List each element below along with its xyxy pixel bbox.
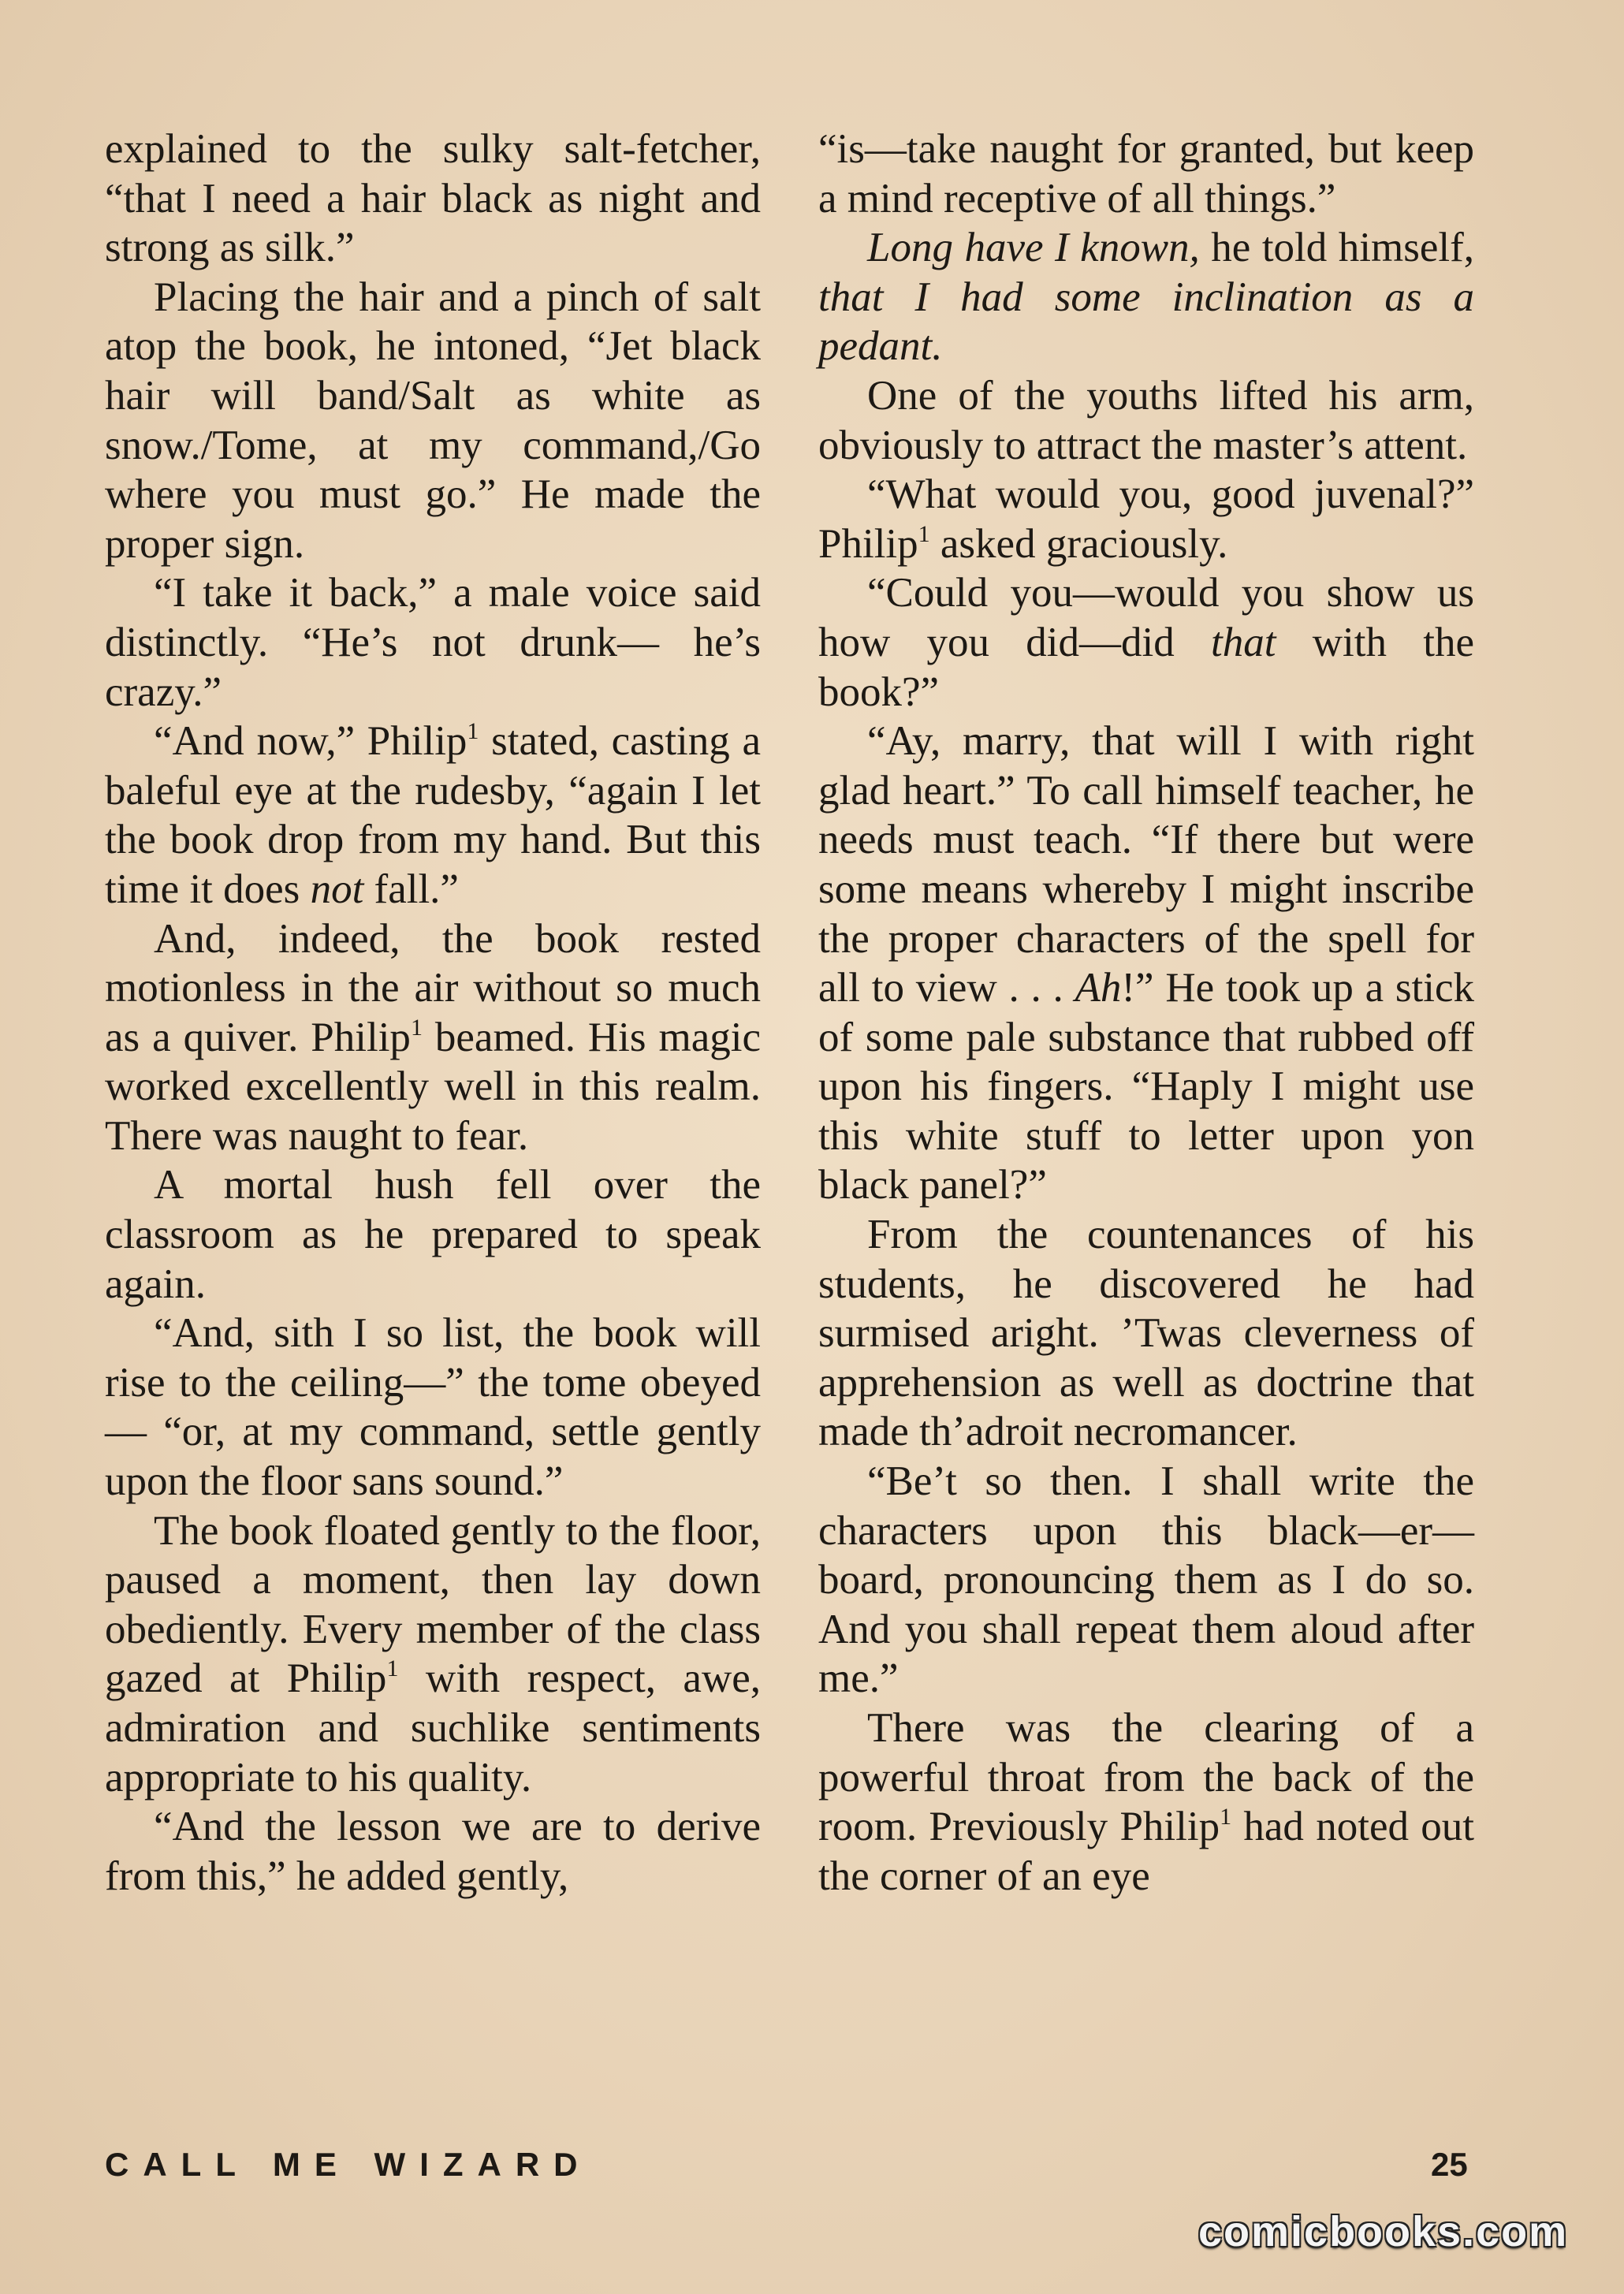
paragraph: “What would you, good juvenal?” Philip$^1$ asked graciously. (818, 471, 1474, 567)
paragraph: “And now,” Philip$^1$ stated, casting a baleful eye at the rudesby, “again I let the book drop from my hand. But this time it does not fall.” (105, 718, 761, 912)
paragraph: A mortal hush fell over the classroom as he prepared to speak again. (105, 1162, 761, 1307)
paragraph: There was the clearing of a powerful throat from the back of the room. Previously Philip$^1$ had noted out the corner of an eye (818, 1705, 1474, 1899)
paragraph: One of the youths lifted his arm, obviously to attract the master’s attent. (818, 372, 1474, 468)
page-number: 25 (1431, 2146, 1468, 2183)
left-text-column (105, 125, 761, 1901)
watermark-logo: comicbooks.com (1198, 2208, 1569, 2255)
paragraph: From the countenances of his students, he discovered he had surmised aright. ’Twas cleverness of apprehension as well as doctrine that made th’adroit necromancer. (818, 1212, 1474, 1455)
paragraph: “Be’t so then. I shall write the characters upon this black—er— board, pronouncing them as I do so. And you shall repeat them aloud after me.” (818, 1458, 1474, 1702)
right-text-column (818, 125, 1474, 1901)
paragraph: “is—take naught for granted, but keep a mind receptive of all things.” (818, 126, 1474, 222)
paragraph: Placing the hair and a pinch of salt atop the book, he intoned, “Jet black hair will band/Salt as white as snow./Tome, at my command,/Go where you must go.” He made the proper sign. (105, 274, 761, 567)
paragraph: explained to the sulky salt-fetcher, “that I need a hair black as night and strong as silk.” (105, 126, 761, 271)
paragraph: The book floated gently to the floor, paused a moment, then lay down obediently. Every member of the class gazed at Philip$^1$ with respect, awe, admiration and suchlike sentiments appropriate to his quality. (105, 1507, 761, 1801)
paragraph: “Ay, marry, that will I with right glad heart.” To call himself teacher, he needs must teach. “If there but were some means whereby I might inscribe the proper characters of the spell for all to view . . . Ah!” He took up a stick of some pale substance that rubbed off upon his fingers. “Haply I might use this white stuff to letter upon yon black panel?” (818, 718, 1474, 1208)
paragraph: “And, sith I so list, the book will rise to the ceiling—” the tome obeyed— “or, at my command, settle gently upon the floor sans sound.” (105, 1310, 761, 1505)
paragraph: “I take it back,” a male voice said distinctly. “He’s not drunk— he’s crazy.” (105, 570, 761, 715)
paragraph: Long have I known, he told himself, that I had some inclination as a pedant. (818, 225, 1474, 370)
paragraph: And, indeed, the book rested motionless in the air without so much as a quiver. Philip$^1$ beamed. His magic worked excellently well in this realm. There was naught to fear. (105, 915, 761, 1159)
paragraph: “Could you—would you show us how you did—did that with the book?” (818, 570, 1474, 715)
running-footer-title: CALL ME WIZARD (105, 2146, 592, 2183)
paragraph: “And the lesson we are to derive from this,” he added gently, (105, 1804, 761, 1899)
